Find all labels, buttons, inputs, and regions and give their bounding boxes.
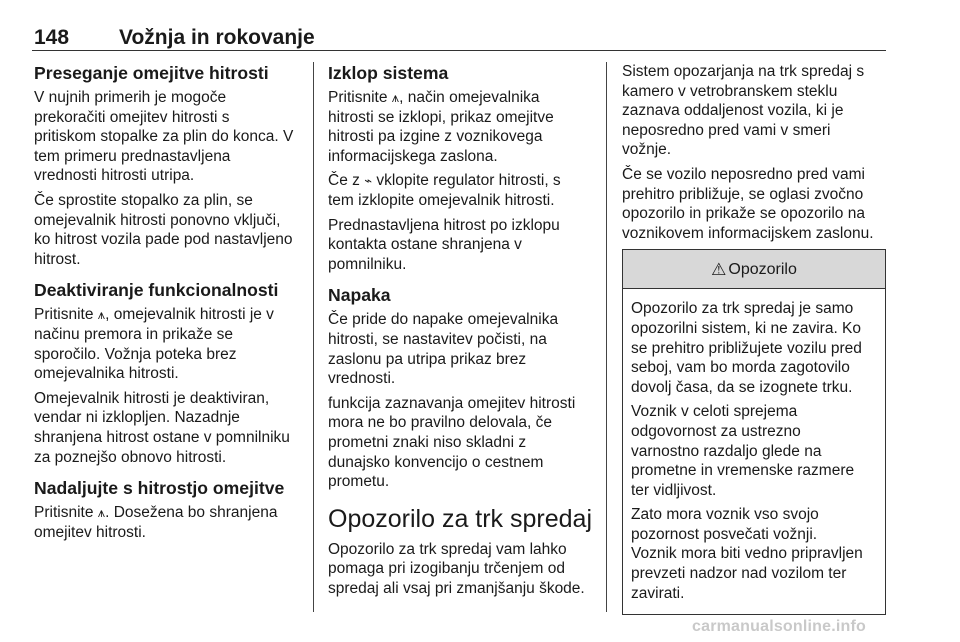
- warning-box: [622, 249, 886, 615]
- heading-resume: Nadaljujte s hitrostjo omejitve: [34, 478, 285, 499]
- paragraph: Pritisnite ⩚, način omejevalnika hitrosti se izklopi, prikaz omejitve hitrosti pa izgine z voznikovega informacijskega zaslona.: [328, 89, 554, 165]
- column-divider-2: [606, 62, 607, 612]
- column-2: [328, 62, 598, 603]
- paragraph: Če sprostite stopalko za plin, se omejevalnik hitrosti ponovno vključi, ko hitrost vozila pade pod nastavljeno hitrost.: [34, 191, 293, 268]
- page-title: Vožnja in rokovanje: [119, 26, 315, 49]
- warning-triangle-icon: ⚠: [711, 259, 727, 279]
- speed-limiter-icon: ⩚: [97, 505, 106, 521]
- paragraph: Če pride do napake omejevalnika hitrosti, se nastavitev počisti, na zaslonu pa utripa prikaz brez vrednosti.: [328, 311, 559, 388]
- column-1: [34, 62, 304, 547]
- heading-fault: Napaka: [328, 285, 391, 306]
- paragraph: Opozorilo za trk spredaj vam lahko pomaga pri izogibanju trčenjem od spredaj ali vsaj pri zmanjšanju škode.: [328, 540, 585, 597]
- paragraph: V nujnih primerih je mogoče prekoračiti omejitev hitrosti s pritiskom stopalke za plin do konca. V tem primeru prednastavljena vrednosti hitrosti utripa.: [34, 89, 294, 185]
- paragraph: Voznik v celoti sprejema odgovornost za ustrezno varnostno razdaljo glede na prometne in vremenske razmere ter vidljivost.: [631, 403, 855, 499]
- column-divider-1: [313, 62, 314, 612]
- paragraph: funkcija zaznavanja omejitev hitrosti mora ne bo pravilno delovala, če prometni znaki niso skladni z dunajsko konvencijo o cestnem prometu.: [328, 394, 576, 491]
- paragraph: Omejevalnik hitrosti je deaktiviran, vendar ni izklopljen. Nazadnje shranjena hitrost ostane v pomnilniku za poznejšo obnovo hitrosti.: [34, 389, 290, 466]
- paragraph: Če se vozilo neposredno pred vami prehitro približuje, se oglasi zvočno opozorilo in prikaže se opozorilo na voznikovem informacijskem zaslonu.: [622, 165, 874, 242]
- page-number: 148: [34, 26, 70, 49]
- paragraph: Zato mora voznik vso svojo pozornost posvečati vožnji. Voznik mora biti vedno pripravljen prevzeti nadzor nad vozilom ter zavirati.: [631, 506, 863, 602]
- paragraph: Opozorilo za trk spredaj je samo opozorilni sistem, ki ne zavira. Ko se prehitro približujete vozilu pred seboj, vam bo morda zagotovilo dovolj časa, da se izognete trku.: [631, 300, 862, 396]
- heading-deactivate: Deaktiviranje funkcionalnosti: [34, 280, 279, 301]
- heading-speed-limit-exceed: Preseganje omejitve hitrosti: [34, 63, 269, 83]
- header-divider: [32, 50, 886, 51]
- warning-title: Opozorilo: [728, 260, 797, 278]
- paragraph: Sistem opozarjanja na trk spredaj s kamero v vetrobranskem steklu zaznava oddaljenost vozila, ki je neposredno pred vami v smeri vožnje.: [622, 63, 865, 159]
- paragraph: Pritisnite ⩚. Dosežena bo shranjena omejitev hitrosti.: [34, 504, 278, 541]
- watermark-footer: carmanualsonline.info: [692, 618, 867, 635]
- heading-forward-collision-alert: Opozorilo za trk spredaj: [328, 504, 593, 533]
- warning-header: [623, 250, 885, 289]
- page-header: [32, 26, 886, 52]
- paragraph: Pritisnite ⩚, omejevalnik hitrosti je v načinu premora in prikaže se sporočilo. Vožnja poteka brez omejevalnika hitrosti.: [34, 306, 274, 383]
- speed-limiter-icon: ⩚: [97, 307, 106, 323]
- warning-body: [623, 289, 885, 614]
- paragraph: Če z ⌁ vklopite regulator hitrosti, s tem izklopite omejevalnik hitrosti.: [328, 172, 561, 209]
- paragraph: Prednastavljena hitrost po izklopu kontakta ostane shranjena v pomnilniku.: [328, 216, 560, 273]
- column-3: [622, 62, 888, 615]
- limiter-off-icon: ⩚: [391, 90, 400, 105]
- heading-system-off: Izklop sistema: [328, 63, 449, 83]
- cruise-control-icon: ⌁: [364, 173, 373, 189]
